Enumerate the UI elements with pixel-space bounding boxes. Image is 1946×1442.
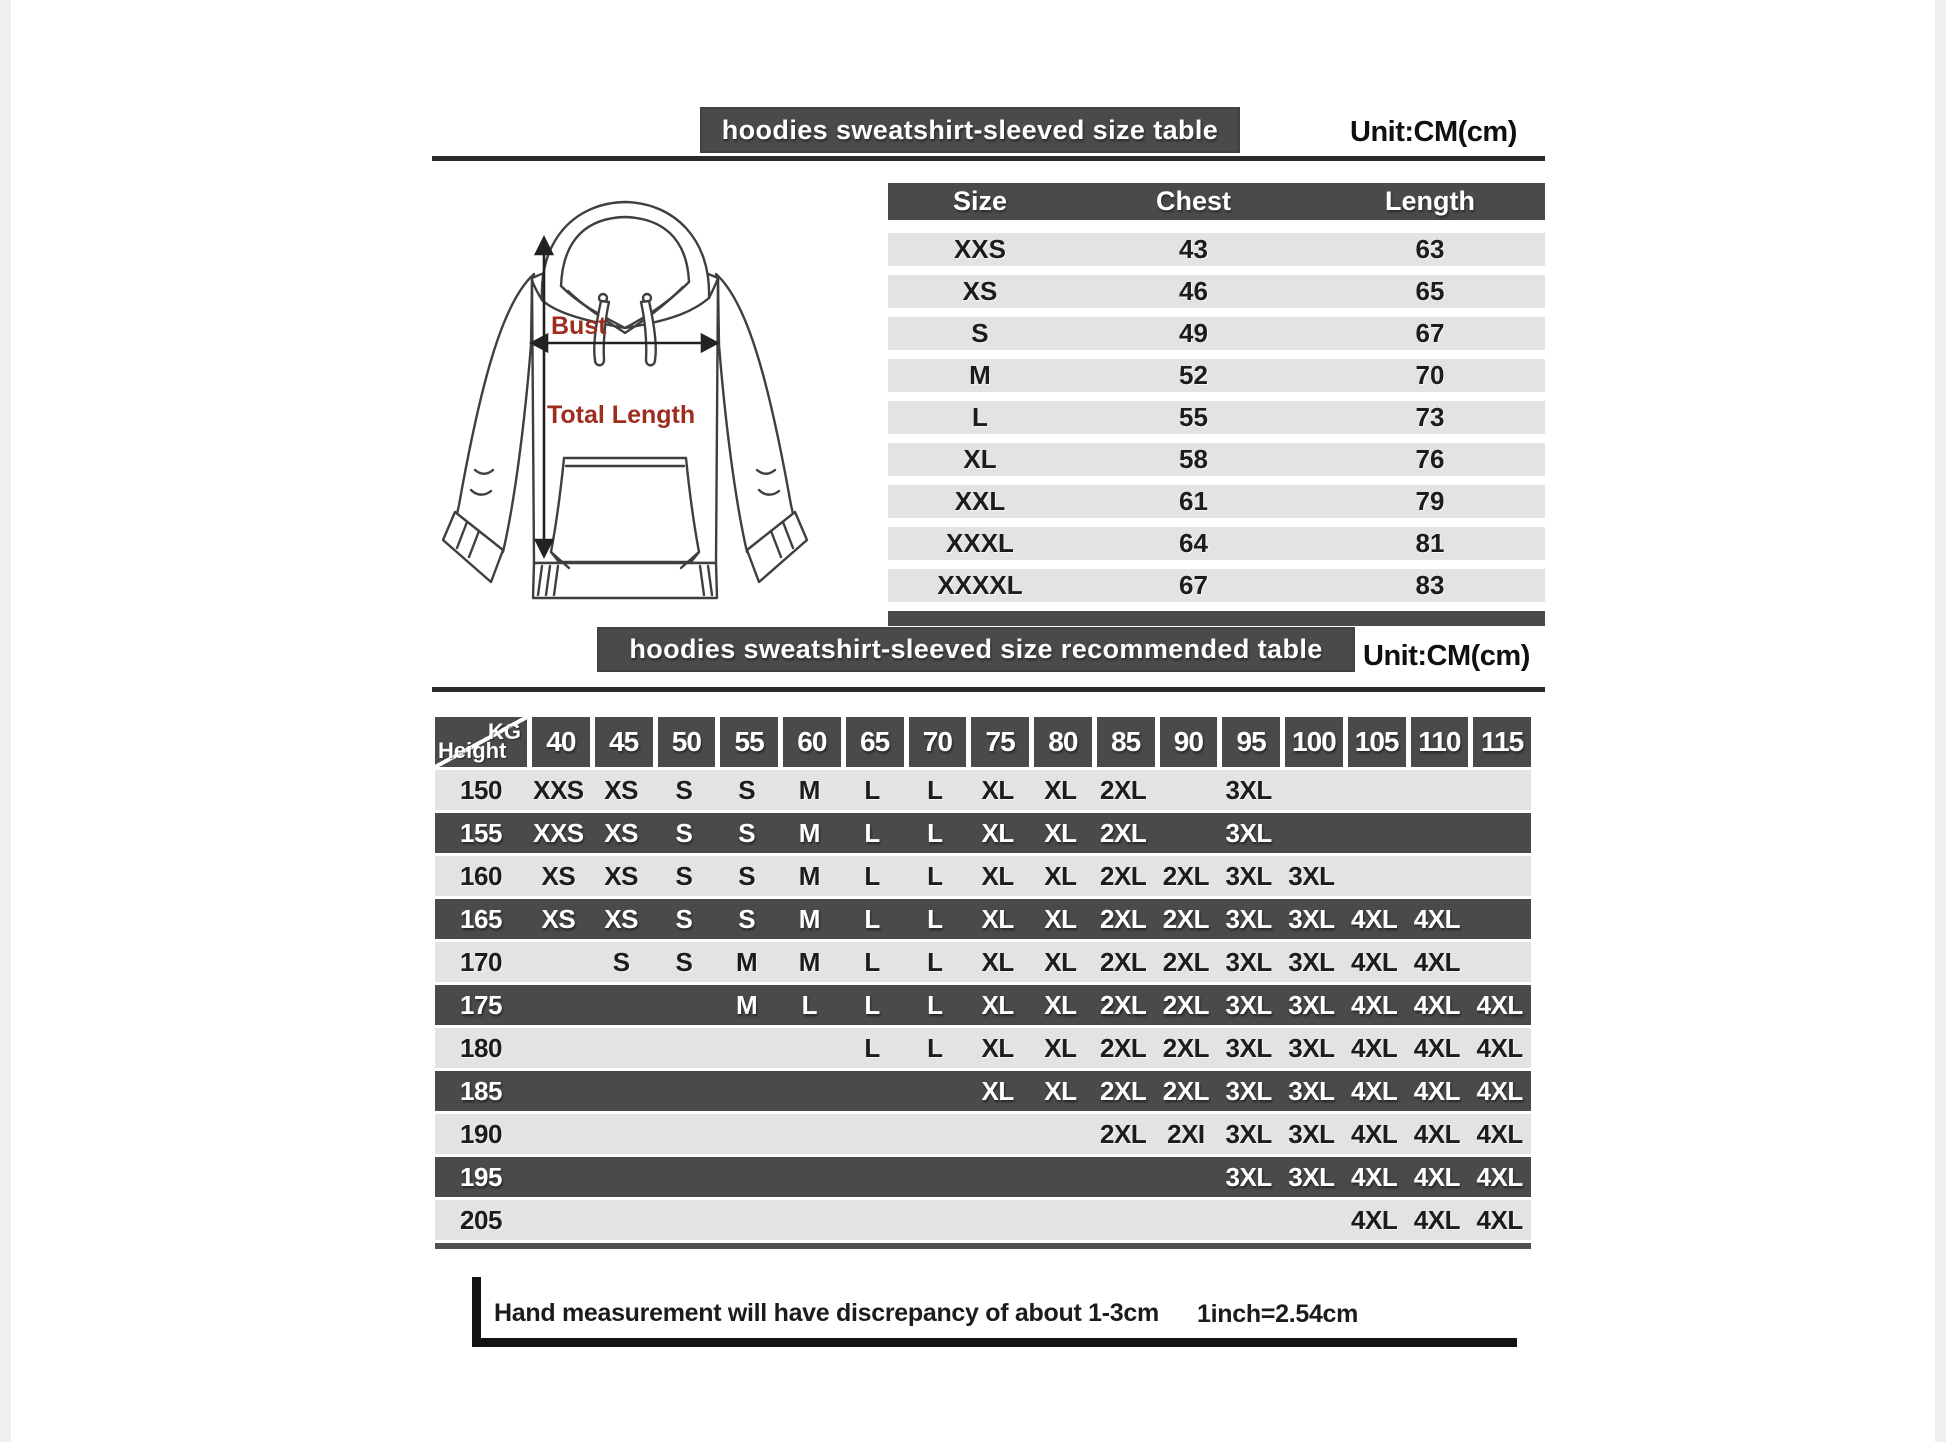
size-value-cell: 3XL (1225, 946, 1272, 977)
recommended-table-title-bar: hoodies sweatshirt-sleeved size recommended table (597, 627, 1355, 672)
bust-label: Bust (551, 312, 607, 340)
recommended-table-row (435, 899, 1531, 939)
kg-height-corner-cell (435, 717, 527, 767)
weight-header-cell: 75 (971, 717, 1029, 767)
size-table (888, 183, 1545, 626)
length-cell: 73 (1415, 402, 1445, 432)
size-value-cell: 4XL (1476, 989, 1523, 1020)
size-value-cell: 4XL (1413, 1204, 1460, 1235)
size-table-row (888, 359, 1545, 392)
kg-label: KG (488, 719, 521, 744)
size-value-cell: L (927, 774, 943, 805)
size-value-cell: 4XL (1351, 946, 1398, 977)
height-cell: 155 (460, 817, 502, 848)
size-value-cell: XS (541, 903, 576, 934)
size-value-cell: XL (981, 946, 1014, 977)
height-cell: 190 (460, 1118, 502, 1149)
footer-vertical-bar (472, 1277, 481, 1347)
size-value-cell: 4XL (1351, 1032, 1398, 1063)
size-value-cell: 2XL (1100, 903, 1147, 934)
size-value-cell: M (798, 903, 820, 934)
size-value-cell: S (612, 946, 630, 977)
size-cell: L (972, 402, 988, 432)
total-length-label: Total Length (547, 401, 696, 429)
size-table-body (888, 233, 1545, 602)
size-value-cell: L (864, 989, 880, 1020)
weight-header-cell: 105 (1348, 717, 1406, 767)
size-value-cell: L (864, 860, 880, 891)
weight-header-cell: 110 (1411, 717, 1469, 767)
size-cell: S (971, 318, 989, 348)
size-value-cell: S (675, 817, 693, 848)
size-value-cell: 3XL (1288, 860, 1335, 891)
size-value-cell: 2XL (1100, 1032, 1147, 1063)
length-cell: 67 (1415, 318, 1445, 348)
length-cell: 83 (1415, 570, 1445, 600)
size-value-cell: 2XL (1100, 817, 1147, 848)
size-value-cell: XL (1044, 1075, 1077, 1106)
size-value-cell: XL (981, 1032, 1014, 1063)
right-edge-border (1935, 0, 1946, 1442)
size-table-row (888, 443, 1545, 476)
size-value-cell: L (927, 989, 943, 1020)
size-value-cell: 2XL (1100, 774, 1147, 805)
size-value-cell: XL (981, 903, 1014, 934)
recommended-table-row (435, 770, 1531, 810)
weight-header-cell: 90 (1160, 717, 1218, 767)
size-value-cell: L (864, 1032, 880, 1063)
length-cell: 63 (1415, 234, 1445, 264)
size-cell: XS (962, 276, 998, 306)
size-value-cell: XL (1044, 946, 1077, 977)
size-value-cell: XS (604, 903, 638, 934)
size-value-cell: 2XL (1162, 946, 1209, 977)
length-cell: 76 (1415, 444, 1445, 474)
hoodie-diagram (435, 170, 820, 615)
recommended-table-bottom-bar (435, 1243, 1531, 1249)
length-cell: 79 (1415, 486, 1445, 516)
recommended-table-header-row (435, 717, 1531, 767)
unit-label-bottom: Unit:CM(cm) (1363, 640, 1530, 672)
weight-header-cell: 85 (1097, 717, 1155, 767)
size-value-cell: L (864, 817, 880, 848)
size-value-cell: XL (981, 860, 1014, 891)
size-table-row (888, 527, 1545, 560)
size-value-cell: 4XL (1413, 1161, 1460, 1192)
height-cell: 165 (460, 903, 502, 934)
size-value-cell: 4XL (1476, 1032, 1523, 1063)
divider-top (432, 156, 1545, 161)
size-value-cell: S (738, 903, 756, 934)
left-edge-border (0, 0, 11, 1442)
size-value-cell: 2XL (1100, 946, 1147, 977)
height-cell: 195 (460, 1161, 502, 1192)
column-header-size: Size (952, 186, 1007, 216)
weight-header-cell: 95 (1222, 717, 1280, 767)
size-value-cell: 4XL (1413, 903, 1460, 934)
size-value-cell: S (738, 860, 756, 891)
weight-header-cell: 50 (658, 717, 716, 767)
size-value-cell: XL (1044, 903, 1077, 934)
size-value-cell: 3XL (1225, 903, 1272, 934)
size-value-cell: XS (604, 860, 638, 891)
size-value-cell: S (675, 903, 693, 934)
size-value-cell: 3XL (1225, 989, 1272, 1020)
size-value-cell: M (798, 946, 820, 977)
size-value-cell: L (864, 946, 880, 977)
chest-cell: 64 (1179, 528, 1208, 558)
divider-bottom (432, 687, 1545, 692)
size-value-cell: 2XL (1162, 989, 1209, 1020)
size-value-cell: 3XL (1288, 1118, 1335, 1149)
size-value-cell: 4XL (1413, 989, 1460, 1020)
height-cell: 185 (460, 1075, 502, 1106)
chest-cell: 61 (1179, 486, 1208, 516)
recommended-table-row (435, 985, 1531, 1025)
height-cell: 180 (460, 1032, 502, 1063)
size-value-cell: 2XL (1100, 1118, 1147, 1149)
size-value-cell: M (798, 817, 820, 848)
size-value-cell: 3XL (1225, 860, 1272, 891)
size-value-cell: 4XL (1351, 1204, 1398, 1235)
size-value-cell: M (736, 946, 758, 977)
size-value-cell: 3XL (1288, 1075, 1335, 1106)
measurement-note: Hand measurement will have discrepancy of about 1-3cm (494, 1299, 1159, 1327)
recommended-table-row (435, 813, 1531, 853)
recommended-table-row (435, 942, 1531, 982)
size-cell: XL (963, 444, 997, 474)
size-value-cell: 3XL (1288, 903, 1335, 934)
column-header-chest: Chest (1155, 186, 1231, 216)
size-value-cell: L (927, 860, 943, 891)
size-value-cell: M (798, 860, 820, 891)
chest-cell: 52 (1179, 360, 1208, 390)
weight-header-cell: 70 (909, 717, 967, 767)
size-value-cell: XL (981, 817, 1014, 848)
size-value-cell: 4XL (1476, 1118, 1523, 1149)
size-table-row (888, 485, 1545, 518)
size-value-cell: 2XL (1162, 1032, 1209, 1063)
size-cell: M (969, 360, 991, 390)
size-value-cell: 4XL (1413, 1032, 1460, 1063)
size-value-cell: 3XL (1225, 817, 1272, 848)
size-value-cell: XS (541, 860, 576, 891)
size-value-cell: S (675, 774, 693, 805)
size-table-row (888, 275, 1545, 308)
size-value-cell: 3XL (1225, 1032, 1272, 1063)
size-value-cell: L (927, 903, 943, 934)
height-cell: 205 (460, 1204, 502, 1235)
height-cell: 170 (460, 946, 502, 977)
size-value-cell: L (927, 817, 943, 848)
weight-header-cell: 65 (846, 717, 904, 767)
recommended-table-row (435, 1114, 1531, 1154)
recommended-table (435, 717, 1531, 1249)
unit-label-top: Unit:CM(cm) (1350, 116, 1517, 148)
height-cell: 160 (460, 860, 502, 891)
weight-header-cell: 55 (720, 717, 778, 767)
length-cell: 65 (1415, 276, 1445, 306)
size-value-cell: L (864, 903, 880, 934)
weight-header-cell: 80 (1034, 717, 1092, 767)
size-value-cell: XL (1044, 1032, 1077, 1063)
size-value-cell: 4XL (1413, 1075, 1460, 1106)
weight-header-cell: 100 (1285, 717, 1343, 767)
size-value-cell: 3XL (1225, 1075, 1272, 1106)
height-label: Height (438, 738, 507, 763)
length-cell: 70 (1415, 360, 1445, 390)
size-value-cell: L (864, 774, 880, 805)
recommended-table-row (435, 1028, 1531, 1068)
footer-underline (472, 1338, 1517, 1347)
size-value-cell: XL (981, 1075, 1014, 1106)
chest-cell: 46 (1179, 276, 1208, 306)
size-value-cell: XS (604, 774, 638, 805)
size-value-cell: XL (981, 774, 1014, 805)
size-table-header-row (888, 183, 1545, 220)
size-value-cell: L (927, 1032, 943, 1063)
size-value-cell: L (927, 946, 943, 977)
size-value-cell: 4XL (1476, 1204, 1523, 1235)
size-value-cell: 3XL (1225, 774, 1272, 805)
chest-cell: 67 (1179, 570, 1208, 600)
size-value-cell: XXS (533, 774, 584, 805)
size-value-cell: 2XL (1162, 860, 1209, 891)
recommended-table-body (435, 770, 1531, 1240)
size-value-cell: M (736, 989, 758, 1020)
chest-cell: 58 (1179, 444, 1208, 474)
weight-header-cell: 115 (1473, 717, 1531, 767)
size-value-cell: 2XI (1167, 1118, 1205, 1149)
size-table-row (888, 233, 1545, 266)
recommended-table-row (435, 1071, 1531, 1111)
size-value-cell: 4XL (1351, 989, 1398, 1020)
size-value-cell: S (675, 946, 693, 977)
weight-header-cell: 60 (783, 717, 841, 767)
size-value-cell: 4XL (1351, 1075, 1398, 1106)
size-table-row (888, 569, 1545, 602)
size-value-cell: XL (981, 989, 1014, 1020)
size-cell: XXXL (946, 528, 1014, 558)
size-value-cell: 3XL (1288, 989, 1335, 1020)
recommended-table-row (435, 856, 1531, 896)
size-table-row (888, 317, 1545, 350)
chest-cell: 43 (1179, 234, 1208, 264)
size-value-cell: 3XL (1225, 1118, 1272, 1149)
length-cell: 81 (1415, 528, 1445, 558)
chest-cell: 49 (1179, 318, 1208, 348)
size-value-cell: L (801, 989, 818, 1020)
size-value-cell: 4XL (1351, 903, 1398, 934)
weight-header-cell: 45 (595, 717, 653, 767)
size-value-cell: 3XL (1225, 1161, 1272, 1192)
size-cell: XXS (953, 234, 1006, 264)
chest-cell: 55 (1179, 402, 1208, 432)
column-header-length: Length (1385, 186, 1475, 216)
height-cell: 150 (460, 774, 502, 805)
size-value-cell: 3XL (1288, 1161, 1335, 1192)
size-table-row (888, 401, 1545, 434)
size-value-cell: 4XL (1476, 1161, 1523, 1192)
size-value-cell: 2XL (1100, 989, 1147, 1020)
size-table-bottom-bar (888, 611, 1545, 626)
size-value-cell: 4XL (1351, 1161, 1398, 1192)
size-value-cell: 4XL (1476, 1075, 1523, 1106)
size-value-cell: 3XL (1288, 1032, 1335, 1063)
size-value-cell: M (798, 774, 820, 805)
size-value-cell: XS (604, 817, 638, 848)
size-value-cell: S (675, 860, 693, 891)
size-value-cell: S (738, 817, 756, 848)
recommended-table-row (435, 1157, 1531, 1197)
recommended-table-row (435, 1200, 1531, 1240)
size-value-cell: S (738, 774, 756, 805)
size-value-cell: 4XL (1413, 946, 1460, 977)
size-value-cell: 4XL (1351, 1118, 1398, 1149)
size-cell: XXXXL (937, 570, 1023, 600)
size-value-cell: XL (1044, 989, 1077, 1020)
size-value-cell: 3XL (1288, 946, 1335, 977)
size-value-cell: 2XL (1162, 1075, 1209, 1106)
inch-conversion-note: 1inch=2.54cm (1197, 1300, 1359, 1328)
weight-header-cell: 40 (532, 717, 590, 767)
size-value-cell: XL (1044, 774, 1077, 805)
size-value-cell: XL (1044, 860, 1077, 891)
size-value-cell: 2XL (1162, 903, 1209, 934)
height-cell: 175 (460, 989, 502, 1020)
size-value-cell: 2XL (1100, 1075, 1147, 1106)
size-value-cell: XXS (533, 817, 584, 848)
size-value-cell: 4XL (1413, 1118, 1460, 1149)
size-cell: XXL (954, 486, 1006, 516)
size-value-cell: 2XL (1100, 860, 1147, 891)
size-value-cell: XL (1044, 817, 1077, 848)
size-table-title-bar: hoodies sweatshirt-sleeved size table (700, 107, 1240, 153)
